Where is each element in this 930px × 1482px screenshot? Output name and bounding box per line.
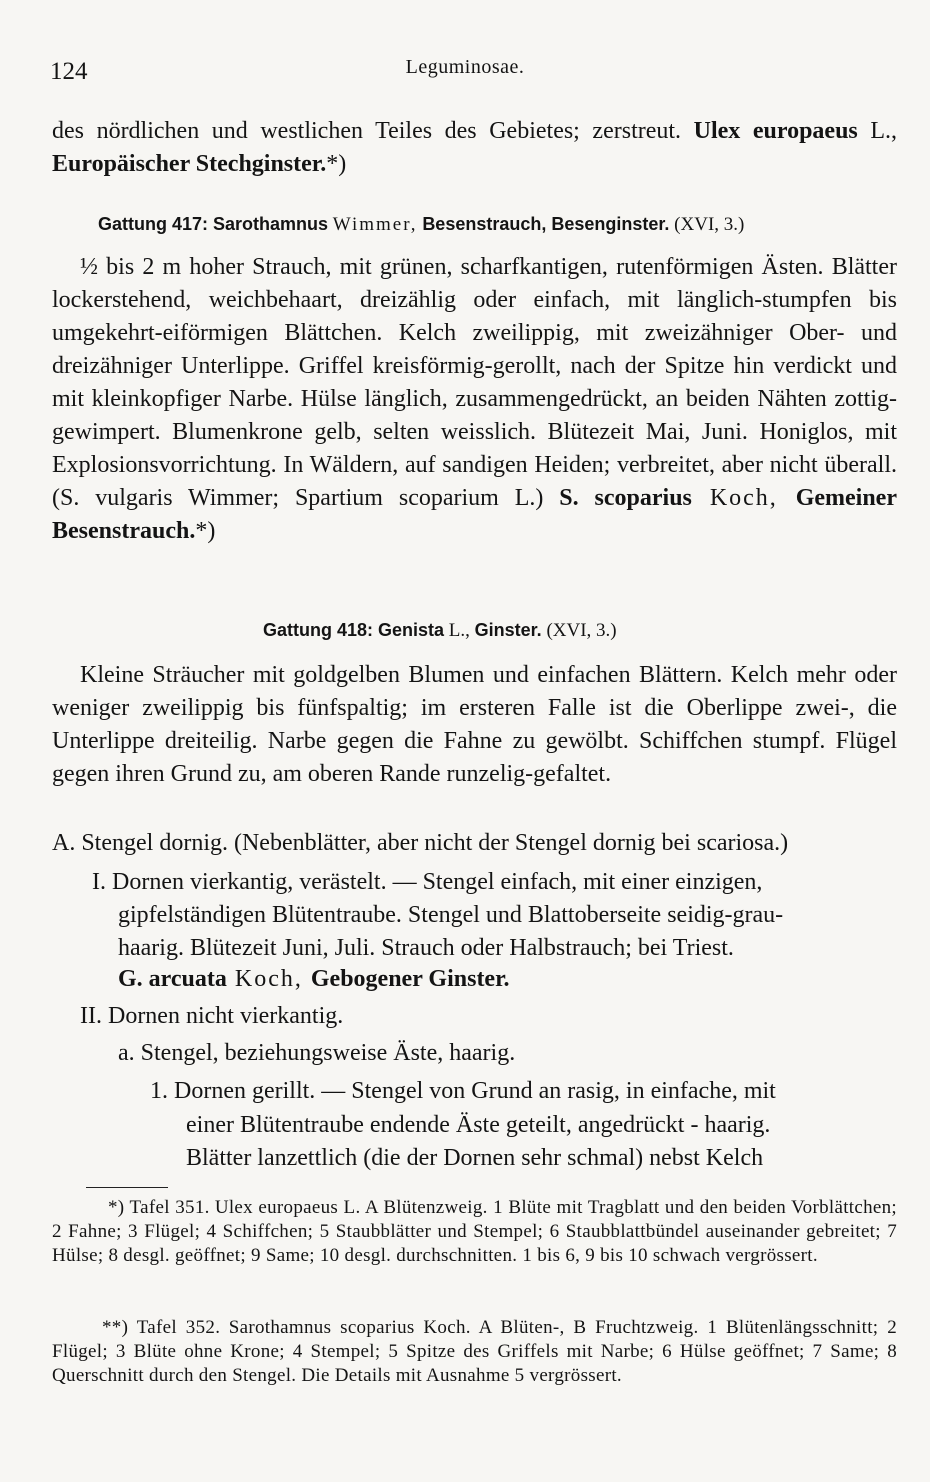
intro-text: des nördlichen und westlichen Teiles des Gebietes; zerstreut. — [52, 118, 694, 144]
footnote-1-species: Ulex europaeus L. — [214, 1197, 361, 1218]
intro-paragraph — [52, 115, 897, 181]
key-i-line-1: I. Dornen vierkantig, verästelt. — Stengel einfach, mit einer einzigen, — [92, 869, 763, 895]
genus-417-text: ½ bis 2 m hoher Strauch, mit grünen, scharfkantigen, rutenförmigen Ästen. Blätter lockerstehend, weichbehaart, dreizählig oder einfach, mit länglich-stumpfen bis umgekehrt-eiförmigen Blättchen. Kelch zweilippig, mit zweizähniger Ober- und dreizähniger Unterlippe. Griffel kreisförmig-gerollt, nach der Spitze hin verdickt und mit kleinkopfiger Narbe. Hülse länglich, zusammengedrückt, an beiden Nähten zottig-gewimpert. Blumenkrone gelb, selten weisslich. Blütezeit Mai, Juni. Honiglos, mit Explosionsvorrichtung. In Wäldern, auf sandigen Heiden; verbreitet, aber nicht überall. (S. vulgaris Wimmer; Spartium scoparium L.) — [52, 254, 897, 511]
genus-417-class: (XVI, 3.) — [674, 214, 745, 235]
key-i-line-3: haarig. Blütezeit Juni, Juli. Strauch oder Halbstrauch; bei Triest. — [118, 935, 734, 961]
genus-417-heading — [98, 214, 744, 236]
key-i-species: G. arcuata — [118, 966, 227, 992]
genus-418-label: Gattung 418: Genista — [263, 620, 445, 640]
genus-417-species: S. scoparius — [559, 485, 692, 511]
genus-418-class: (XVI, 3.) — [546, 620, 617, 641]
key-i-author: Koch, — [226, 966, 311, 992]
footnote-1-mark: *) Tafel 351. — [108, 1197, 210, 1218]
key-ii-line: II. Dornen nicht vierkantig. — [80, 1003, 344, 1029]
footnote-1 — [52, 1196, 897, 1268]
running-title: Leguminosae. — [405, 56, 525, 78]
genus-418-author: L., — [448, 620, 470, 641]
key-a-line: A. Stengel dornig. (Nebenblätter, aber nicht der Stengel dornig bei scariosa.) — [52, 830, 789, 856]
key-1-line-2: einer Blütentraube endende Äste geteilt, angedrückt - haarig. — [186, 1112, 771, 1138]
footnote-2-text: A Blüten-, B Fruchtzweig. 1 Blütenlängsschnitt; 2 Flügel; 3 Blüte ohne Krone; 4 Stempel; 5 Spitze des Griffels mit Narbe; 6 Hülse geöffnet; 7 Same; 8 Querschnitt durch den Stengel. Die Details mit Ausnahme 5 vergrössert. — [52, 1317, 898, 1386]
footnote-2-mark: **) Tafel 352. — [102, 1317, 221, 1338]
key-ii-a-line: a. Stengel, beziehungsweise Äste, haarig. — [118, 1040, 516, 1066]
genus-418-heading — [263, 620, 617, 642]
key-i-species-line — [118, 966, 510, 993]
genus-417-label: Gattung 417: Sarothamnus — [98, 214, 329, 234]
genus-417-description — [52, 251, 897, 548]
genus-417-species-common: Gemeiner Besenstrauch. — [52, 485, 897, 544]
key-1-line-1: 1. Dornen gerillt. — Stengel von Grund an rasig, in einfache, mit — [150, 1078, 776, 1104]
key-i-line-2: gipfelständigen Blütentraube. Stengel und Blattoberseite seidig-grau- — [118, 902, 784, 928]
genus-417-species-author: Koch, — [691, 485, 796, 511]
genus-417-author: Wimmer, — [332, 214, 418, 235]
footnote-2-species: Sarothamnus scoparius Koch. — [228, 1317, 471, 1338]
genus-417-footnote-mark: *) — [195, 518, 216, 544]
key-i-common: Gebogener Ginster. — [310, 966, 510, 992]
genus-418-common: Ginster. — [474, 620, 542, 640]
footnote-2 — [52, 1316, 897, 1388]
key-1-line-3: Blätter lanzettlich (die der Dornen sehr schmal) nebst Kelch — [186, 1145, 764, 1171]
page-number: 124 — [50, 58, 88, 85]
genus-418-description: Kleine Sträucher mit goldgelben Blumen und einfachen Blättern. Kelch mehr oder weniger zweilippig bis fünfspaltig; im ersteren Falle ist die Oberlippe zwei-, die Unterlippe dreiteilig. Narbe gegen die Fahne zu gewölbt. Schiffchen stumpf. Flügel gegen ihren Grund zu, am oberen Rande runzelig-gefaltet. — [52, 662, 897, 787]
intro-common-name: Europäischer Stechginster. — [52, 151, 327, 177]
footnote-rule — [86, 1187, 168, 1188]
footnote-1-text: A Blütenzweig. 1 Blüte mit Tragblatt und den beiden Vorblättchen; 2 Fahne; 3 Flügel; 4 Schiffchen; 5 Staubblätter und Stempel; 6 Staubblattbündel auseinander gebreitet; 7 Hülse; 8 desgl. geöffnet; 9 Same; 10 desgl. durchschnitten. 1 bis 6, 9 bis 10 schwach vergrössert. — [52, 1197, 897, 1266]
intro-footnote-mark: *) — [326, 151, 347, 177]
intro-species: Ulex europaeus — [693, 118, 858, 144]
genus-417-common: Besenstrauch, Besenginster. — [422, 214, 670, 234]
intro-author: L., — [857, 118, 897, 144]
